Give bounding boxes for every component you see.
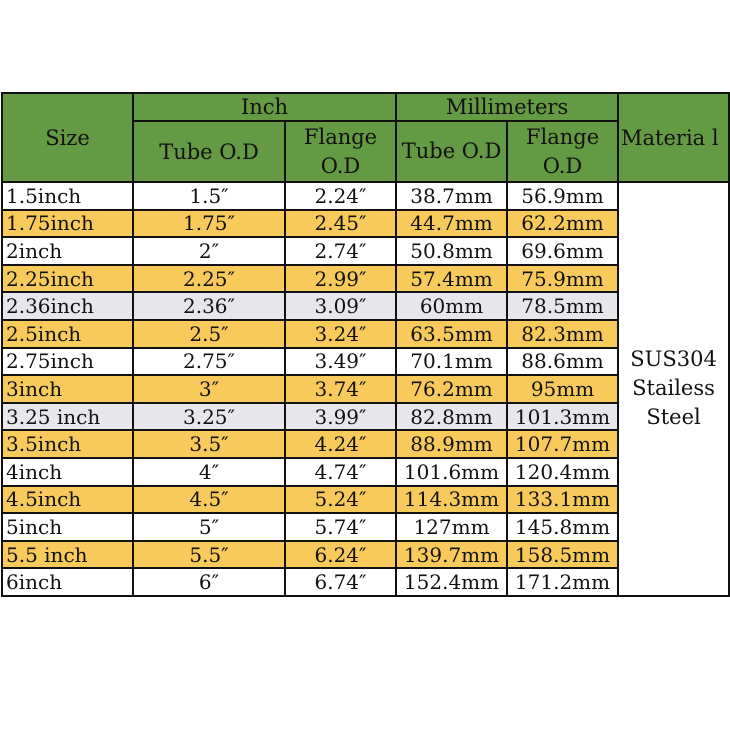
flange-od-inch-cell: 3.74″ bbox=[285, 375, 396, 403]
flange-od-inch-cell: 2.45″ bbox=[285, 210, 396, 238]
tube-od-mm-cell: 38.7mm bbox=[396, 182, 507, 210]
tube-od-inch-cell: 3.5″ bbox=[133, 430, 285, 458]
tube-od-inch-header: Tube O.D bbox=[133, 121, 285, 182]
size-cell: 3.5inch bbox=[2, 430, 133, 458]
flange-od-mm-header: Flange O.D bbox=[507, 121, 618, 182]
flange-od-inch-cell: 2.24″ bbox=[285, 182, 396, 210]
size-cell: 2.25inch bbox=[2, 265, 133, 293]
tube-od-mm-cell: 60mm bbox=[396, 292, 507, 320]
tube-od-mm-cell: 139.7mm bbox=[396, 541, 507, 569]
tube-od-inch-cell: 1.5″ bbox=[133, 182, 285, 210]
material-header: Materia l bbox=[618, 93, 729, 182]
flange-od-inch-cell: 5.74″ bbox=[285, 513, 396, 541]
table-body bbox=[2, 182, 729, 596]
tube-od-mm-cell: 57.4mm bbox=[396, 265, 507, 293]
flange-od-inch-cell: 6.24″ bbox=[285, 541, 396, 569]
tube-od-inch-cell: 3.25″ bbox=[133, 403, 285, 431]
flange-od-mm-cell: 101.3mm bbox=[507, 403, 618, 431]
flange-size-table bbox=[1, 92, 730, 597]
size-cell: 2.36inch bbox=[2, 292, 133, 320]
flange-od-mm-cell: 56.9mm bbox=[507, 182, 618, 210]
table-row bbox=[2, 182, 729, 210]
material-cell: SUS304 Stailess Steel bbox=[618, 182, 729, 596]
flange-od-mm-cell: 88.6mm bbox=[507, 348, 618, 376]
flange-od-mm-cell: 107.7mm bbox=[507, 430, 618, 458]
tube-od-inch-cell: 4″ bbox=[133, 458, 285, 486]
flange-od-inch-cell: 4.74″ bbox=[285, 458, 396, 486]
tube-od-mm-cell: 76.2mm bbox=[396, 375, 507, 403]
tube-od-inch-cell: 2″ bbox=[133, 237, 285, 265]
tube-od-mm-cell: 63.5mm bbox=[396, 320, 507, 348]
size-cell: 1.75inch bbox=[2, 210, 133, 238]
tube-od-inch-cell: 5″ bbox=[133, 513, 285, 541]
size-cell: 4inch bbox=[2, 458, 133, 486]
flange-od-mm-cell: 78.5mm bbox=[507, 292, 618, 320]
size-cell: 5inch bbox=[2, 513, 133, 541]
tube-od-inch-cell: 2.25″ bbox=[133, 265, 285, 293]
size-cell: 2.75inch bbox=[2, 348, 133, 376]
size-cell: 1.5inch bbox=[2, 182, 133, 210]
tube-od-inch-cell: 3″ bbox=[133, 375, 285, 403]
tube-od-mm-cell: 152.4mm bbox=[396, 568, 507, 596]
tube-od-mm-cell: 127mm bbox=[396, 513, 507, 541]
size-cell: 6inch bbox=[2, 568, 133, 596]
flange-od-inch-cell: 3.99″ bbox=[285, 403, 396, 431]
flange-od-inch-cell: 3.49″ bbox=[285, 348, 396, 376]
flange-od-mm-cell: 158.5mm bbox=[507, 541, 618, 569]
flange-od-mm-cell: 75.9mm bbox=[507, 265, 618, 293]
flange-od-inch-cell: 5.24″ bbox=[285, 486, 396, 514]
tube-od-mm-cell: 101.6mm bbox=[396, 458, 507, 486]
tube-od-mm-cell: 114.3mm bbox=[396, 486, 507, 514]
tube-od-mm-cell: 82.8mm bbox=[396, 403, 507, 431]
millimeters-group-header: Millimeters bbox=[396, 93, 618, 121]
size-cell: 3.25 inch bbox=[2, 403, 133, 431]
tube-od-mm-cell: 88.9mm bbox=[396, 430, 507, 458]
size-cell: 3inch bbox=[2, 375, 133, 403]
flange-od-inch-cell: 6.74″ bbox=[285, 568, 396, 596]
flange-od-mm-cell: 133.1mm bbox=[507, 486, 618, 514]
flange-od-mm-cell: 69.6mm bbox=[507, 237, 618, 265]
flange-od-inch-cell: 2.74″ bbox=[285, 237, 396, 265]
flange-od-inch-cell: 4.24″ bbox=[285, 430, 396, 458]
flange-od-mm-cell: 95mm bbox=[507, 375, 618, 403]
inch-group-header: Inch bbox=[133, 93, 396, 121]
tube-od-inch-cell: 6″ bbox=[133, 568, 285, 596]
flange-od-inch-cell: 3.24″ bbox=[285, 320, 396, 348]
size-cell: 2.5inch bbox=[2, 320, 133, 348]
tube-od-inch-cell: 2.36″ bbox=[133, 292, 285, 320]
tube-od-inch-cell: 4.5″ bbox=[133, 486, 285, 514]
tube-od-mm-cell: 44.7mm bbox=[396, 210, 507, 238]
size-cell: 2inch bbox=[2, 237, 133, 265]
flange-od-mm-cell: 120.4mm bbox=[507, 458, 618, 486]
flange-od-mm-cell: 82.3mm bbox=[507, 320, 618, 348]
tube-od-inch-cell: 1.75″ bbox=[133, 210, 285, 238]
flange-od-inch-cell: 3.09″ bbox=[285, 292, 396, 320]
size-cell: 5.5 inch bbox=[2, 541, 133, 569]
flange-od-mm-cell: 145.8mm bbox=[507, 513, 618, 541]
size-header: Size bbox=[2, 93, 133, 182]
size-cell: 4.5inch bbox=[2, 486, 133, 514]
flange-od-inch-header: Flange O.D bbox=[285, 121, 396, 182]
tube-od-mm-header: Tube O.D bbox=[396, 121, 507, 182]
flange-od-mm-cell: 62.2mm bbox=[507, 210, 618, 238]
tube-od-mm-cell: 70.1mm bbox=[396, 348, 507, 376]
tube-od-inch-cell: 2.75″ bbox=[133, 348, 285, 376]
tube-od-inch-cell: 5.5″ bbox=[133, 541, 285, 569]
flange-od-inch-cell: 2.99″ bbox=[285, 265, 396, 293]
tube-od-inch-cell: 2.5″ bbox=[133, 320, 285, 348]
table-header bbox=[2, 93, 729, 182]
flange-od-mm-cell: 171.2mm bbox=[507, 568, 618, 596]
tube-od-mm-cell: 50.8mm bbox=[396, 237, 507, 265]
